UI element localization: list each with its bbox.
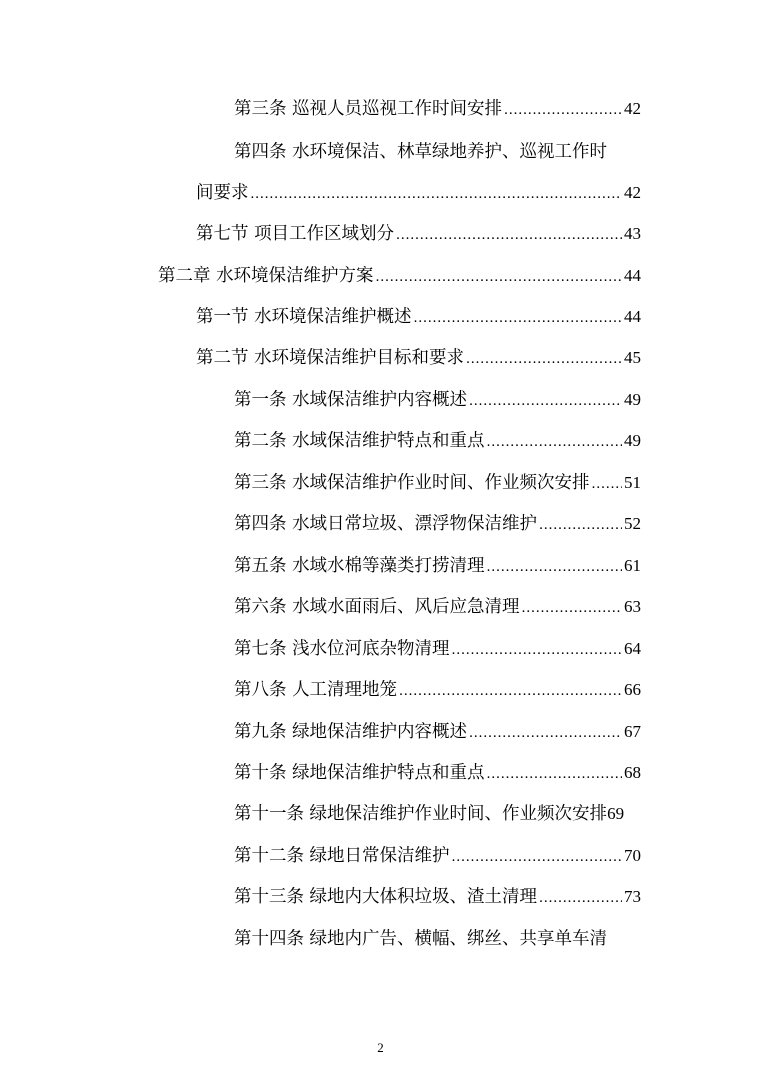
toc-entry-page: 63 <box>624 597 641 616</box>
toc-entry <box>158 264 641 289</box>
toc-entry-page: 52 <box>624 514 641 533</box>
toc-leader <box>487 762 622 786</box>
toc-leader <box>487 555 622 579</box>
toc-entry-page: 42 <box>624 183 641 202</box>
toc-entry-page: 45 <box>624 348 641 367</box>
toc-entry <box>234 637 641 662</box>
toc-entry <box>234 471 641 496</box>
toc-entry <box>234 512 641 537</box>
toc-entry-title: 第十一条 绿地保洁维护作业时间、作业频次安排 <box>234 804 608 824</box>
toc-entry-title: 第八条 人工清理地笼 <box>234 680 398 700</box>
toc-entry-title: 第三条 巡视人员巡视工作时间安排 <box>234 99 503 119</box>
toc-entry <box>234 554 641 579</box>
toc-entry-page: 51 <box>624 473 641 492</box>
toc-entry <box>234 140 641 164</box>
toc-entry-title: 第二节 水环境保洁维护目标和要求 <box>196 348 465 368</box>
toc-entry-title: 第九条 绿地保洁维护内容概述 <box>234 722 468 742</box>
toc-entry-title: 第十三条 绿地内大体积垃圾、渣土清理 <box>234 887 538 907</box>
toc-entry-page: 70 <box>624 846 641 865</box>
toc-leader <box>251 182 623 206</box>
toc-leader <box>487 430 622 454</box>
toc-entry-page: 69 <box>607 804 625 823</box>
toc-entry-page: 61 <box>624 556 641 575</box>
toc-entry <box>196 181 641 206</box>
toc-entry-title: 第二章 水环境保洁维护方案 <box>158 266 374 286</box>
toc-entry <box>196 305 641 330</box>
toc-entry-title: 第五条 水域水棉等藻类打捞清理 <box>234 556 485 576</box>
toc-entry <box>196 222 641 247</box>
page-number: 2 <box>377 1040 384 1055</box>
toc-entry <box>234 595 641 620</box>
toc-entry-title: 第一条 水域保洁维护内容概述 <box>234 390 468 410</box>
toc-entry-title: 第四条 水环境保洁、林草绿地养护、巡视工作时 <box>234 142 608 162</box>
toc-leader <box>414 306 622 330</box>
toc-entry-page: 68 <box>624 763 641 782</box>
toc-entry-title: 第七条 浅水位河底杂物清理 <box>234 639 450 659</box>
toc-leader <box>396 223 622 247</box>
toc-entry-title: 第三条 水域保洁维护作业时间、作业频次安排 <box>234 473 590 493</box>
toc-entry-title: 第一节 水环境保洁维护概述 <box>196 307 412 327</box>
toc-entry <box>234 844 641 869</box>
toc-entry-title: 第六条 水域水面雨后、风后应急清理 <box>234 597 520 617</box>
toc-entry-page: 73 <box>624 887 641 906</box>
toc-entry-title: 间要求 <box>196 183 249 203</box>
toc-leader <box>539 513 622 537</box>
toc-entry <box>196 346 641 371</box>
toc-entry-title: 第十二条 绿地日常保洁维护 <box>234 846 450 866</box>
toc-entry <box>234 429 641 454</box>
toc-leader <box>539 886 622 910</box>
toc-entry-page: 42 <box>624 99 641 118</box>
toc-entry-page: 49 <box>624 431 641 450</box>
toc-entry <box>234 802 641 826</box>
toc-leader <box>466 347 622 371</box>
toc-entry <box>234 927 641 951</box>
toc-leader <box>452 638 622 662</box>
toc-leader <box>376 265 622 289</box>
toc-entry <box>234 761 641 786</box>
toc-entry-page: 49 <box>624 390 641 409</box>
toc-entry <box>234 388 641 413</box>
toc-entry-title: 第二条 水域保洁维护特点和重点 <box>234 431 485 451</box>
toc-entry <box>234 885 641 910</box>
toc-entry-page: 44 <box>624 307 641 326</box>
toc-entry-title: 第十四条 绿地内广告、横幅、绑丝、共享单车清 <box>234 929 608 949</box>
toc-entry <box>234 97 641 122</box>
toc-leader <box>469 389 622 413</box>
toc-entry-page: 64 <box>624 639 641 658</box>
toc-entry-title: 第十条 绿地保洁维护特点和重点 <box>234 763 485 783</box>
toc-leader <box>452 845 622 869</box>
toc-leader <box>592 472 622 496</box>
toc-entry <box>234 678 641 703</box>
toc-entry-page: 66 <box>624 680 641 699</box>
toc-leader <box>522 596 622 620</box>
toc-entry <box>234 720 641 745</box>
toc-entry-title: 第四条 水域日常垃圾、漂浮物保洁维护 <box>234 514 538 534</box>
toc-leader <box>504 98 622 122</box>
toc-entry-title: 第七节 项目工作区域划分 <box>196 224 395 244</box>
toc-leader <box>399 679 622 703</box>
toc-entry-page: 43 <box>624 224 641 243</box>
toc-entry-page: 67 <box>624 722 641 741</box>
toc-leader <box>469 721 622 745</box>
toc-entry-page: 44 <box>624 266 641 285</box>
